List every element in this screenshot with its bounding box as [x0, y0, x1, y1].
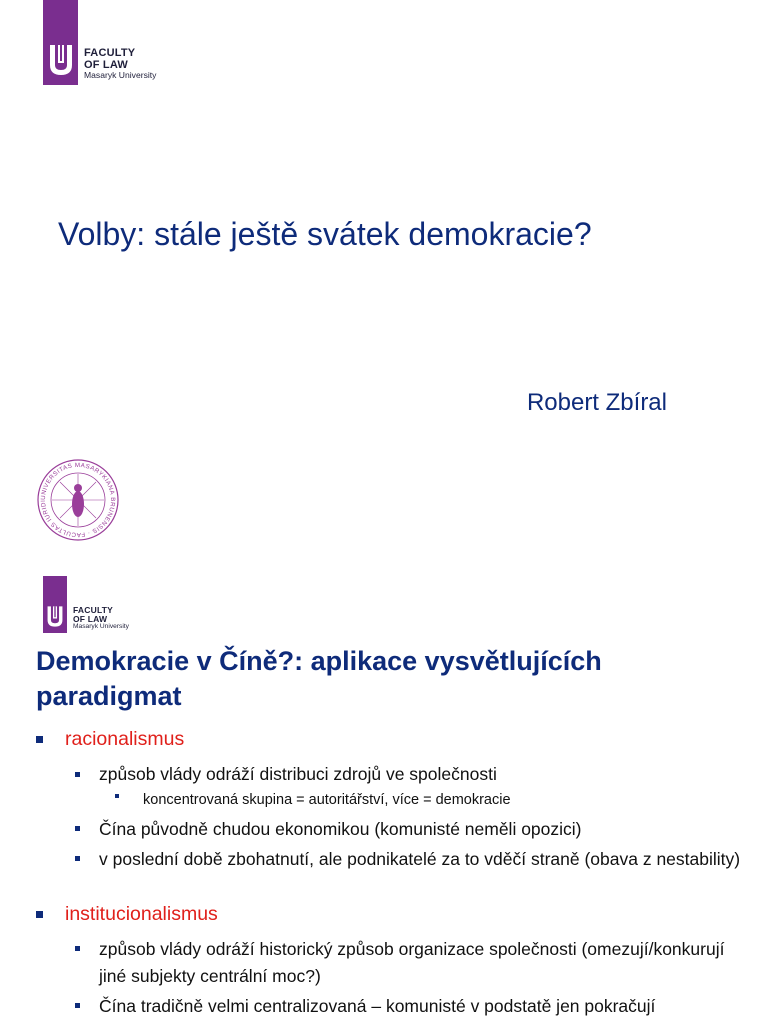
bullet-marker [36, 736, 43, 743]
bullet-level2: v poslední době zbohatnutí, ale podnikatelé za to vděčí straně (obava z nestability) [99, 849, 741, 869]
seal-icon [36, 458, 120, 542]
bullet-marker [75, 826, 80, 831]
faculty-logo [43, 0, 156, 85]
logo-line-faculty: FACULTY [73, 605, 113, 615]
content-slide [0, 560, 768, 1024]
bullet-level2: způsob vlády odráží distribuci zdrojů ve společnosti [99, 764, 497, 784]
bullet-level2: Čína tradičně velmi centralizovaná – komunisté v podstatě jen pokračují [99, 996, 656, 1016]
faculty-logo [43, 576, 129, 633]
bullet-marker [75, 856, 80, 861]
slide-title: Demokracie v Číně?: aplikace vysvětlujících paradigmat [36, 646, 602, 711]
bullet-level2: způsob vlády odráží historický způsob organizace společnosti (omezují/konkurují jiné subjekty centrální moc?) [99, 939, 725, 986]
logo-line-of-law: OF LAW [73, 613, 108, 624]
bullet-level1: racionalismus [65, 728, 185, 750]
logo-line-of-law: OF LAW [84, 58, 128, 71]
slide-title: Volby: stále ještě svátek demokracie? [58, 216, 592, 252]
logo-line-faculty: FACULTY [84, 47, 136, 59]
bullet-level1: institucionalismus [65, 903, 218, 925]
bullet-level2: Čína původně chudou ekonomikou (komunisté neměli opozici) [99, 819, 582, 839]
bullet-marker [75, 772, 80, 777]
seal-text: UNIVERSITAS MASARYKIANA BRUNENSIS · FACULTAS IURIDI [39, 461, 117, 539]
bullet-marker [75, 946, 80, 951]
author-name: Robert Zbíral [526, 389, 667, 416]
university-seal [36, 458, 120, 542]
mu-logo-icon [43, 576, 67, 633]
bullet-marker [115, 794, 119, 798]
logo-line-university: Masaryk University [73, 622, 129, 630]
bullet-level3: koncentrovaná skupina = autoritářství, více = demokracie [143, 792, 511, 808]
logo-line-university: Masaryk University [84, 70, 157, 81]
mu-logo-icon [43, 0, 78, 85]
bullet-marker [36, 911, 43, 918]
bullet-marker [75, 1003, 80, 1008]
